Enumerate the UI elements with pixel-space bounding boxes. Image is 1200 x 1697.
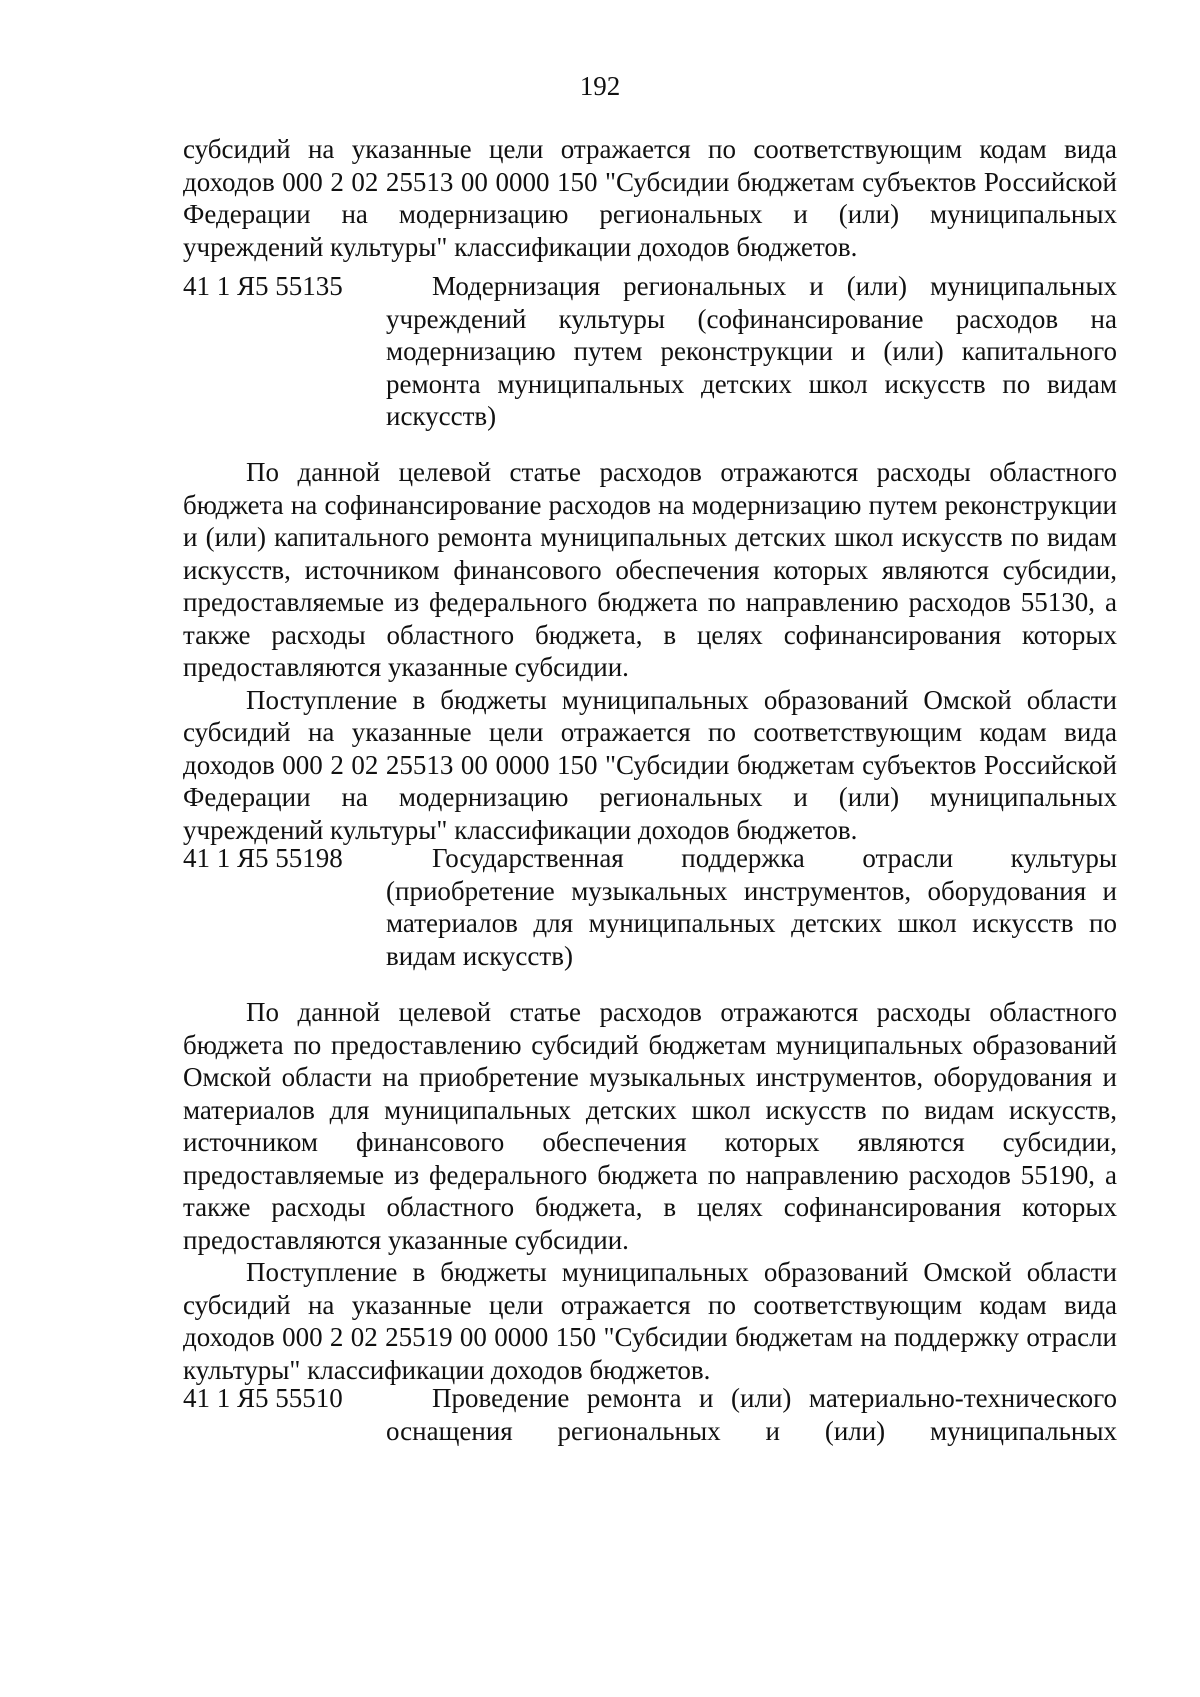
paragraph-block-3: [183, 996, 1117, 1386]
entry-code: 41 1 Я5 55135: [183, 271, 343, 301]
body-paragraph: По данной целевой статье расходов отражаются расходы областного бюджета по предоставлению субсидий бюджетам муниципальных образований Омской области на приобретение музыкальных инструментов, оборудования и материалов для муниципальных детских школ искусств по видам искусств, источником финансового обеспечения которых являются субсидии, предоставляемые из федерального бюджета по направлению расходов 55190, а также расходы областного бюджета, в целях софинансирования которых предоставляются указанные субсидии.: [183, 997, 1117, 1255]
budget-entry-55510: [183, 1382, 1117, 1447]
intro-paragraph-block: [183, 133, 1117, 263]
entry-code: 41 1 Я5 55510: [183, 1383, 343, 1413]
entry-title: Модернизация региональных и (или) муниципальных учреждений культуры (софинансирование расходов на модернизацию путем реконструкции и (или) капитального ремонта муниципальных детских школ искусств по видам искусств): [386, 271, 1117, 431]
body-paragraph: Поступление в бюджеты муниципальных образований Омской области субсидий на указанные цели отражается по соответствующим кодам вида доходов 000 2 02 25513 00 0000 150 "Субсидии бюджетам субъектов Российской Федерации на модернизацию региональных и (или) муниципальных учреждений культуры" классификации доходов бюджетов.: [183, 684, 1117, 845]
entry-title: Проведение ремонта и (или) материально-технического оснащения региональных и (или) муниципальных: [386, 1383, 1117, 1446]
budget-entry-55135: [183, 270, 1117, 433]
budget-entry-55198: [183, 842, 1117, 972]
body-paragraph: Поступление в бюджеты муниципальных образований Омской области субсидий на указанные цели отражается по соответствующим кодам вида доходов 000 2 02 25519 00 0000 150 "Субсидии бюджетам на поддержку отрасли культуры" классификации доходов бюджетов.: [183, 1257, 1117, 1385]
intro-paragraph: субсидий на указанные цели отражается по соответствующим кодам вида доходов 000 2 02 25513 00 0000 150 "Субсидии бюджетам субъектов Российской Федерации на модернизацию региональных и (или) муниципальных учреждений культуры" классификации доходов бюджетов.: [183, 134, 1117, 262]
page-number: 192: [579, 71, 621, 101]
entry-title: Государственная поддержка отрасли культуры (приобретение музыкальных инструментов, оборудования и материалов для муниципальных детских школ искусств по видам искусств): [386, 843, 1117, 971]
paragraph-block-2: [183, 456, 1117, 846]
entry-code: 41 1 Я5 55198: [183, 843, 343, 873]
body-paragraph: По данной целевой статье расходов отражаются расходы областного бюджета на софинансирование расходов на модернизацию путем реконструкции и (или) капитального ремонта муниципальных детских школ искусств по видам искусств, источником финансового обеспечения которых являются субсидии, предоставляемые из федерального бюджета по направлению расходов 55130, а также расходы областного бюджета, в целях софинансирования которых предоставляются указанные субсидии.: [183, 457, 1117, 682]
